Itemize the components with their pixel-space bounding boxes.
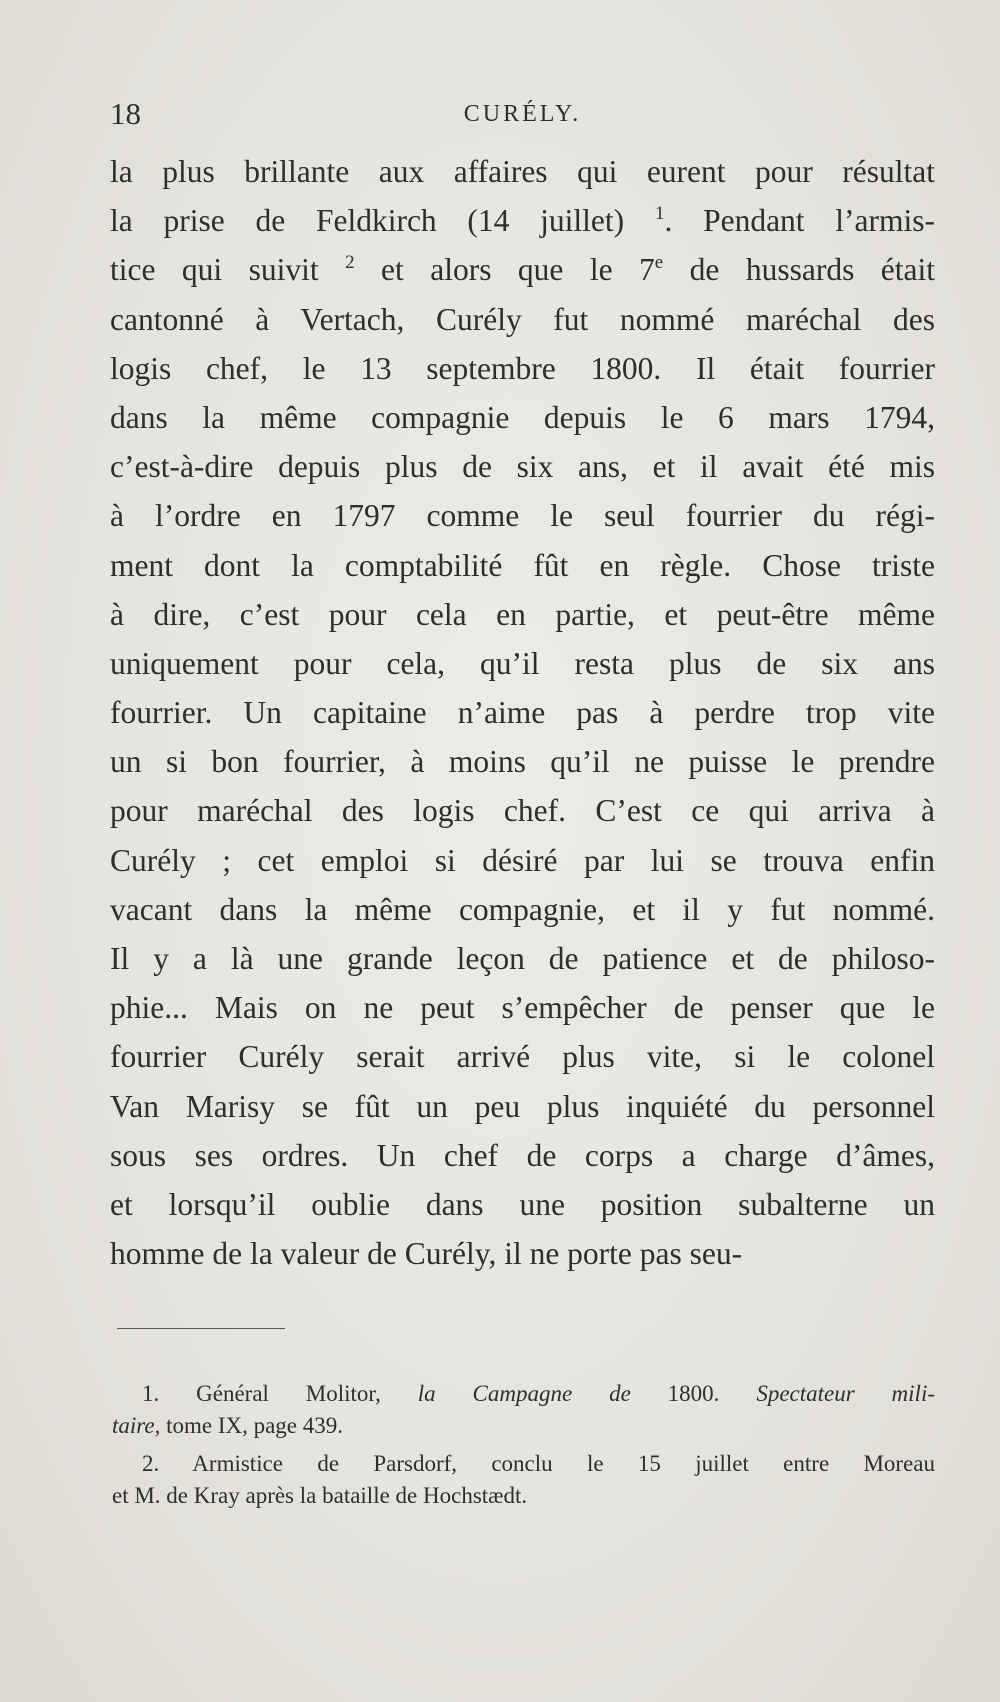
text-segment: de hussards était <box>663 252 936 288</box>
running-head <box>110 92 935 136</box>
text-line: Il y a là une grande leçon de patience et de philoso- <box>110 941 935 976</box>
footnote-text: 1. Général Molitor, <box>142 1381 418 1406</box>
footnote-italic: taire, <box>112 1413 161 1438</box>
text-line: homme de la valeur de Curély, il ne porte pas seu- <box>110 1236 743 1272</box>
text-line <box>110 245 935 294</box>
text-segment: . Pendant l’armis- <box>664 203 936 239</box>
text-line: cantonné à Vertach, Curély fut nommé maréchal des <box>110 301 935 337</box>
footnotes <box>112 1378 935 1512</box>
text-line: fourrier. Un capitaine n’aime pas à perdre trop vite <box>110 695 935 731</box>
text-line: à l’ordre en 1797 comme le seul fourrier du régi- <box>110 498 935 534</box>
footnote-italic: Spectateur mili- <box>756 1381 935 1406</box>
text-line: c’est-à-dire depuis plus de six ans, et il avait été mis <box>110 449 935 485</box>
text-line: pour maréchal des logis chef. C’est ce qui arriva à <box>110 793 935 829</box>
text-line: fourrier Curély serait arrivé plus vite, si le colonel <box>110 1039 935 1075</box>
text-segment: et alors que le 7 <box>354 252 655 288</box>
text-segment: la prise de Feldkirch (14 juillet) <box>110 203 625 239</box>
footnote-divider <box>117 1328 285 1329</box>
text-line: Curély ; cet emploi si désiré par lui se trouva enfin <box>110 842 935 878</box>
footnote-2-line: 2. Armistice de Parsdorf, conclu le 15 juillet entre Moreau <box>142 1451 935 1476</box>
text-line: la plus brillante aux affaires qui eurent pour résultat <box>110 154 935 189</box>
body-text <box>110 147 935 1278</box>
footnote-1-line <box>112 1378 935 1410</box>
footnote-ref-2: 2 <box>345 252 355 274</box>
text-line: ment dont la comptabilité fût en règle. Chose triste <box>110 547 935 583</box>
text-line: et lorsqu’il oublie dans une position subalterne un <box>110 1186 935 1222</box>
footnote-ref-1: 1 <box>654 203 665 225</box>
footnote-1-line <box>112 1410 935 1442</box>
ordinal-suffix: e <box>654 252 664 274</box>
text-line: phie... Mais on ne peut s’empêcher de penser que le <box>110 990 935 1026</box>
text-line: à dire, c’est pour cela en partie, et peut-être même <box>110 596 935 632</box>
footnote-2-line: et M. de Kray après la bataille de Hochstædt. <box>112 1483 528 1508</box>
text-segment: tice qui suivit <box>110 252 319 288</box>
text-line: sous ses ordres. Un chef de corps a charge d’âmes, <box>110 1137 935 1173</box>
text-line: Van Marisy se fût un peu plus inquiété du personnel <box>110 1088 935 1124</box>
footnote-text: 1800. <box>630 1381 757 1406</box>
text-line: logis chef, le 13 septembre 1800. Il était fourrier <box>110 350 935 386</box>
footnote-text: tome IX, page 439. <box>160 1413 344 1438</box>
running-title: CURÉLY. <box>463 101 582 127</box>
page-number: 18 <box>110 96 141 131</box>
text-line: uniquement pour cela, qu’il resta plus de six ans <box>110 645 935 681</box>
text-line: dans la même compagnie depuis le 6 mars 1794, <box>110 399 935 435</box>
text-line <box>110 196 935 245</box>
text-line: un si bon fourrier, à moins qu’il ne puisse le prendre <box>110 744 935 780</box>
text-line: vacant dans la même compagnie, et il y fut nommé. <box>110 891 935 927</box>
footnote-italic: la Campagne de <box>417 1381 631 1406</box>
